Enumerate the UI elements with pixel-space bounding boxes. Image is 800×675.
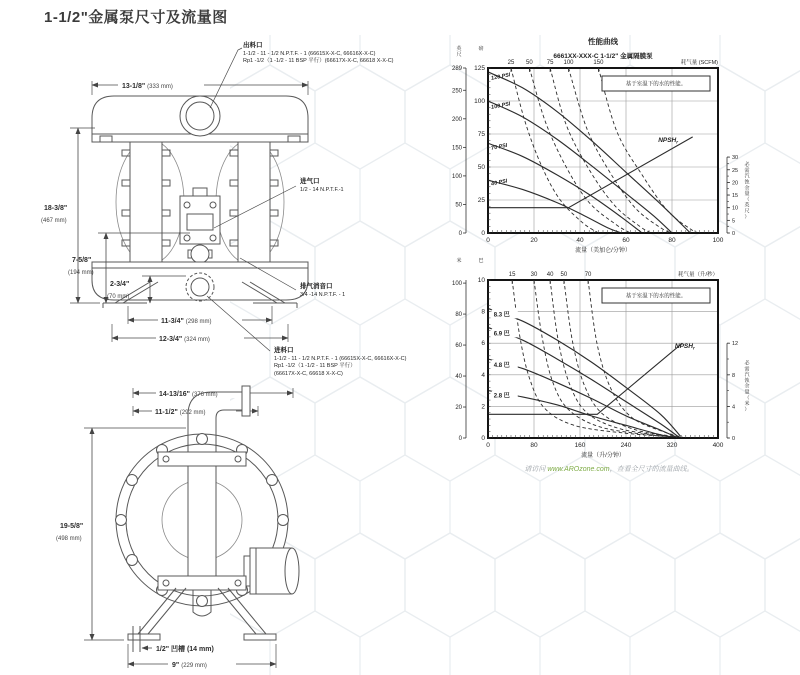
outlet-port-spec-2: Rp1 -1/2（1 -1/2 - 11 BSP 平行）(66617X-X-C, 66618 X-X-C): [243, 58, 394, 65]
chart-title: 性能曲线: [588, 37, 618, 46]
svg-text:4.8 巴: 4.8 巴: [493, 362, 510, 369]
dim-side-depth-top-in: 14-13/16": [159, 391, 190, 398]
svg-text:100 PSI: 100 PSI: [490, 101, 512, 111]
air-inlet-port-spec: 1/2 - 14 N.P.T.F.-1: [300, 186, 344, 193]
svg-text:10: 10: [477, 277, 485, 284]
side-view-drawing: [56, 386, 299, 669]
dim-front-feet-outer-in: 12-3/4": [159, 336, 183, 343]
svg-text:25: 25: [477, 197, 485, 204]
svg-text:20: 20: [455, 405, 462, 412]
svg-text:100: 100: [451, 173, 462, 180]
svg-text:320: 320: [666, 442, 678, 449]
dim-front-height-mm: (467 mm): [41, 218, 67, 224]
inlet-port-spec-3: (66617X-X-C, 66618 X-X-C): [274, 370, 343, 377]
svg-text:巴: 巴: [478, 258, 484, 264]
dim-front-width-in: 13-1/8": [122, 83, 146, 90]
svg-text:40: 40: [576, 237, 584, 244]
page-title: 1-1/2"金属泵尺寸及流量图: [44, 9, 228, 26]
svg-text:4: 4: [481, 371, 485, 379]
svg-text:0: 0: [481, 435, 485, 442]
svg-text:耗气量（升/秒）: 耗气量（升/秒）: [677, 272, 718, 278]
outlet-port-spec-1: 1-1/2 - 11 - 1/2 N.P.T.F. - 1 (66615X-X-C, 66616X-X-C): [243, 50, 376, 57]
dim-front-feet-inner-in: 11-3/4": [161, 318, 184, 325]
svg-text:50: 50: [560, 272, 568, 278]
svg-text:75: 75: [546, 60, 554, 66]
svg-text:40: 40: [546, 272, 554, 278]
inlet-port-spec-2: Rp1 -1/2（1 -1/2 - 11 BSP 平行）: [274, 363, 356, 370]
air-inlet-port-label: 进气口: [300, 178, 320, 185]
port-annotation-exhaust: [300, 283, 345, 299]
dim-front-inlet-height-in: 2-3/4": [110, 281, 130, 288]
svg-text:0: 0: [486, 442, 490, 449]
svg-text:13-1/8"(333 mm): [122, 83, 173, 90]
dim-side-depth-pipe-mm: (292 mm): [179, 410, 206, 416]
dim-front-air-height-mm: (194 mm): [68, 270, 94, 276]
svg-text:289: 289: [451, 66, 462, 72]
svg-text:100: 100: [474, 98, 485, 105]
svg-text:120 PSI: 120 PSI: [490, 72, 512, 82]
svg-text:6.9 巴: 6.9 巴: [493, 331, 510, 338]
dim-side-depth-pipe-in: 11-1/2": [155, 409, 178, 416]
svg-text:25: 25: [507, 60, 515, 66]
svg-text:80: 80: [530, 442, 538, 449]
svg-text:50: 50: [455, 202, 462, 209]
svg-text:30: 30: [530, 272, 538, 278]
svg-text:耗气量 (SCFM): 耗气量 (SCFM): [680, 60, 718, 66]
footer-prefix: 请访问: [524, 466, 548, 473]
svg-text:70: 70: [584, 272, 592, 278]
svg-text:0: 0: [458, 231, 462, 237]
svg-text:150: 150: [451, 145, 462, 152]
inlet-port-label: 进料口: [274, 347, 294, 354]
svg-text:200: 200: [451, 116, 462, 123]
svg-text:2: 2: [481, 403, 485, 411]
dim-side-height-in: 19-5/8": [60, 523, 84, 530]
svg-text:240: 240: [620, 442, 632, 449]
svg-text:0: 0: [486, 237, 490, 244]
dim-front-feet-inner-mm: (298 mm): [185, 319, 212, 325]
svg-text:2.8 巴: 2.8 巴: [493, 393, 510, 400]
svg-text:基于室温下的水的性能。: 基于室温下的水的性能。: [625, 293, 687, 300]
svg-text:11-1/2"(292 mm): [155, 409, 205, 416]
svg-text:11-3/4"(298 mm): [161, 318, 211, 325]
arozone-link[interactable]: www.AROzone.com: [547, 466, 610, 473]
svg-text:100: 100: [712, 237, 724, 244]
svg-text:50: 50: [526, 60, 533, 66]
front-view-drawing: [92, 96, 308, 308]
svg-text:9"(229 mm): [172, 662, 207, 669]
svg-text:NPSHr: $NPSH_r$: [674, 342, 695, 351]
svg-text:150: 150: [593, 60, 604, 66]
dim-front-air-height-in: 7-5/8": [72, 257, 92, 264]
svg-text:40 PSI: 40 PSI: [490, 178, 509, 188]
svg-text:0: 0: [732, 436, 736, 442]
svg-text:流量（美加仑/分钟）: 流量（美加仑/分钟）: [575, 248, 631, 254]
svg-text:100: 100: [563, 60, 574, 66]
svg-text:15: 15: [508, 272, 516, 278]
dim-front-width-mm: (333 mm): [147, 84, 173, 90]
port-annotation-inlet: [274, 347, 406, 378]
footer-note: [444, 464, 774, 474]
svg-text:15: 15: [732, 193, 739, 200]
svg-text:8: 8: [732, 372, 736, 379]
svg-text:400: 400: [712, 442, 724, 449]
svg-text:6: 6: [481, 340, 485, 348]
svg-text:40: 40: [455, 374, 462, 381]
port-annotation-air-inlet: [300, 178, 344, 194]
air-valve-block: [180, 196, 220, 244]
outlet-port-label: 出料口: [243, 42, 263, 49]
svg-text:100: 100: [451, 281, 462, 288]
svg-text:基于室温下的水的性能。: 基于室温下的水的性能。: [625, 81, 687, 88]
port-annotation-outlet: [243, 42, 394, 66]
air-inlet-port-circle: [191, 245, 209, 263]
dim-front-feet-outer-mm: (324 mm): [184, 337, 210, 343]
svg-text:必需汽蚀余量（米）: 必需汽蚀余量（米）: [744, 360, 750, 413]
svg-text:8: 8: [481, 308, 485, 316]
footer-suffix: ，查看全尺寸的流量曲线。: [609, 466, 694, 473]
svg-text:80: 80: [668, 237, 676, 244]
svg-text:流量（升/分钟）: 流量（升/分钟）: [581, 453, 625, 459]
dim-front-inlet-height-mm: (70 mm): [107, 294, 130, 300]
exhaust-port-label: 排气消音口: [300, 283, 333, 290]
imperial-performance-chart: [444, 34, 774, 256]
svg-text:12: 12: [732, 341, 739, 348]
svg-text:0: 0: [481, 230, 485, 237]
svg-text:5: 5: [732, 218, 736, 225]
svg-text:20: 20: [732, 180, 739, 187]
svg-text:60: 60: [622, 237, 630, 244]
svg-text:30: 30: [732, 155, 739, 162]
metric-performance-chart: [444, 256, 774, 466]
svg-text:10: 10: [732, 205, 739, 212]
svg-text:125: 125: [474, 65, 485, 72]
svg-text:必需汽蚀余量（英尺）: 必需汽蚀余量（英尺）: [744, 162, 750, 221]
chart-subtitle: 6661XX-XXX-C 1-1/2" 金属隔膜泵: [553, 53, 653, 60]
svg-text:60: 60: [455, 343, 462, 350]
dim-side-groove: 1/2" 凹槽 (14 mm): [156, 646, 214, 653]
dim-side-feet-in: 9": [172, 662, 180, 669]
svg-text:25: 25: [732, 167, 739, 174]
dim-front-height-in: 18-3/8": [44, 205, 68, 212]
svg-text:250: 250: [451, 88, 462, 95]
svg-text:8.3 巴: 8.3 巴: [493, 312, 510, 319]
svg-text:70 PSI: 70 PSI: [490, 142, 509, 152]
svg-text:75: 75: [477, 131, 485, 138]
svg-text:80: 80: [455, 312, 462, 319]
dim-side-height-mm: (498 mm): [56, 536, 82, 542]
svg-text:磅: 磅: [478, 46, 484, 52]
svg-text:米: 米: [456, 258, 462, 264]
dim-side-depth-top-mm: (376 mm): [191, 392, 218, 398]
svg-text:4: 4: [732, 404, 736, 411]
svg-text:12-3/4"(324 mm): [159, 336, 210, 343]
svg-text:英尺: 英尺: [456, 46, 462, 58]
svg-text:0: 0: [732, 231, 736, 237]
svg-text:50: 50: [477, 164, 485, 171]
svg-text:160: 160: [574, 442, 586, 449]
exhaust-port-spec: 3/4 -14 N.P.T.F. - 1: [300, 291, 346, 298]
inlet-port-spec-1: 1-1/2 - 11 - 1/2 N.P.T.F. - 1 (66615X-X-C, 66616X-X-C): [274, 355, 407, 362]
svg-text:NPSHr: $NPSH_r$: [658, 136, 679, 145]
svg-text:20: 20: [530, 237, 538, 244]
svg-text:0: 0: [458, 436, 462, 442]
dim-side-feet-mm: (229 mm): [181, 663, 207, 669]
